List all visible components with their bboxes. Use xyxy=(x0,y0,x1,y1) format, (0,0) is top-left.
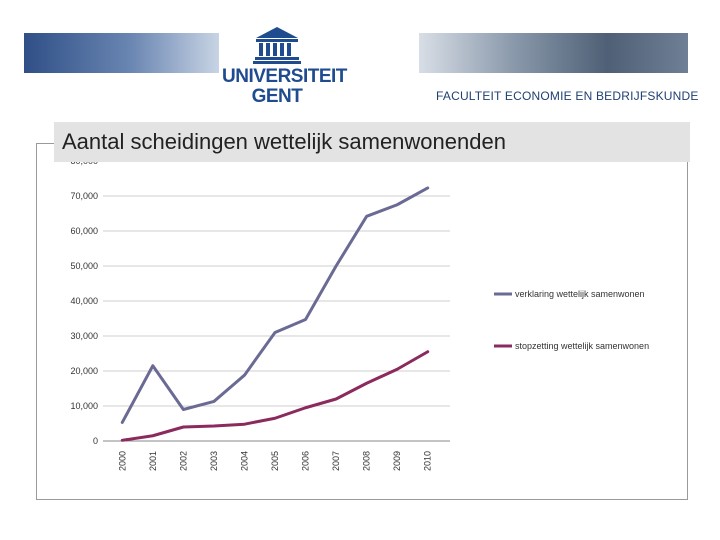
logo-text-city: GENT xyxy=(251,86,303,107)
x-tick-label: 2000 xyxy=(117,450,128,472)
x-tick-label: 2004 xyxy=(239,450,250,472)
y-tick-label: 30,000 xyxy=(70,331,98,341)
legend-label: verklaring wettelijk samenwonen xyxy=(515,289,645,299)
title-bar xyxy=(54,122,690,162)
x-tick-label: 2009 xyxy=(392,450,403,472)
x-tick-label: 2002 xyxy=(178,450,189,472)
series-line-stopzetting xyxy=(122,352,427,441)
slide-title: Aantal scheidingen wettelijk samenwonenden xyxy=(62,129,506,154)
x-tick-label: 2007 xyxy=(331,450,342,472)
legend-label: stopzetting wettelijk samenwonen xyxy=(515,341,650,351)
x-tick-label: 2010 xyxy=(422,450,433,472)
x-tick-label: 2003 xyxy=(208,450,219,472)
series-line-verklaring xyxy=(122,188,427,423)
y-tick-label: 40,000 xyxy=(70,296,98,306)
x-tick-label: 2008 xyxy=(361,450,372,472)
y-tick-label: 10,000 xyxy=(70,401,98,411)
logo-text-university: UNIVERSITEIT xyxy=(222,66,347,87)
x-tick-label: 2005 xyxy=(270,450,280,472)
y-tick-label: 60,000 xyxy=(70,226,98,236)
x-tick-label: 2006 xyxy=(300,450,311,472)
y-tick-label: 0 xyxy=(92,436,98,446)
faculty-name: FACULTEIT ECONOMIE EN BEDRIJFSKUNDE xyxy=(436,89,699,103)
y-tick-label: 20,000 xyxy=(70,366,98,376)
x-tick-label: 2001 xyxy=(147,450,158,472)
y-tick-label: 50,000 xyxy=(70,261,98,271)
y-tick-label: 70,000 xyxy=(70,191,98,201)
